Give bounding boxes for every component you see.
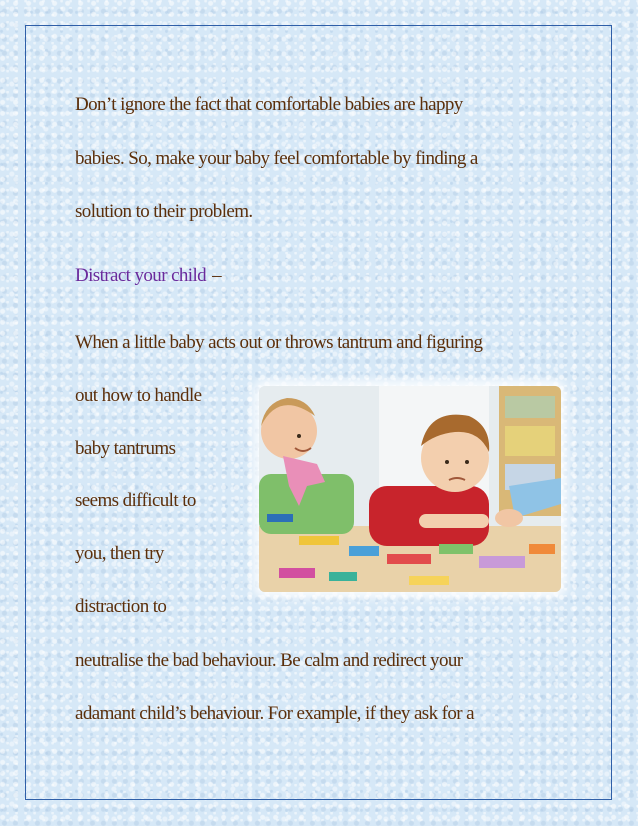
paragraph-line: Don’t ignore the fact that comfortable babies are happy	[75, 94, 463, 115]
children-playing-photo	[259, 386, 561, 592]
children-playing-illustration	[259, 386, 561, 592]
paragraph-line: distraction to	[75, 596, 167, 617]
section-heading	[75, 265, 221, 287]
heading-dash: –	[212, 265, 221, 286]
paragraph-line: baby tantrums	[75, 438, 176, 459]
heading-title: Distract your child	[75, 265, 207, 286]
paragraph-line: out how to handle	[75, 385, 202, 406]
paragraph-line: neutralise the bad behaviour. Be calm and redirect your	[75, 650, 463, 671]
paragraph-line: you, then try	[75, 543, 164, 564]
paragraph-line: seems difficult to	[75, 490, 196, 511]
paragraph-line: adamant child’s behaviour. For example, if they ask for a	[75, 703, 474, 724]
paragraph-line: When a little baby acts out or throws tantrum and figuring	[75, 332, 483, 353]
paragraph-line: babies. So, make your baby feel comfortable by finding a	[75, 148, 478, 169]
paragraph-line: solution to their problem.	[75, 201, 253, 222]
